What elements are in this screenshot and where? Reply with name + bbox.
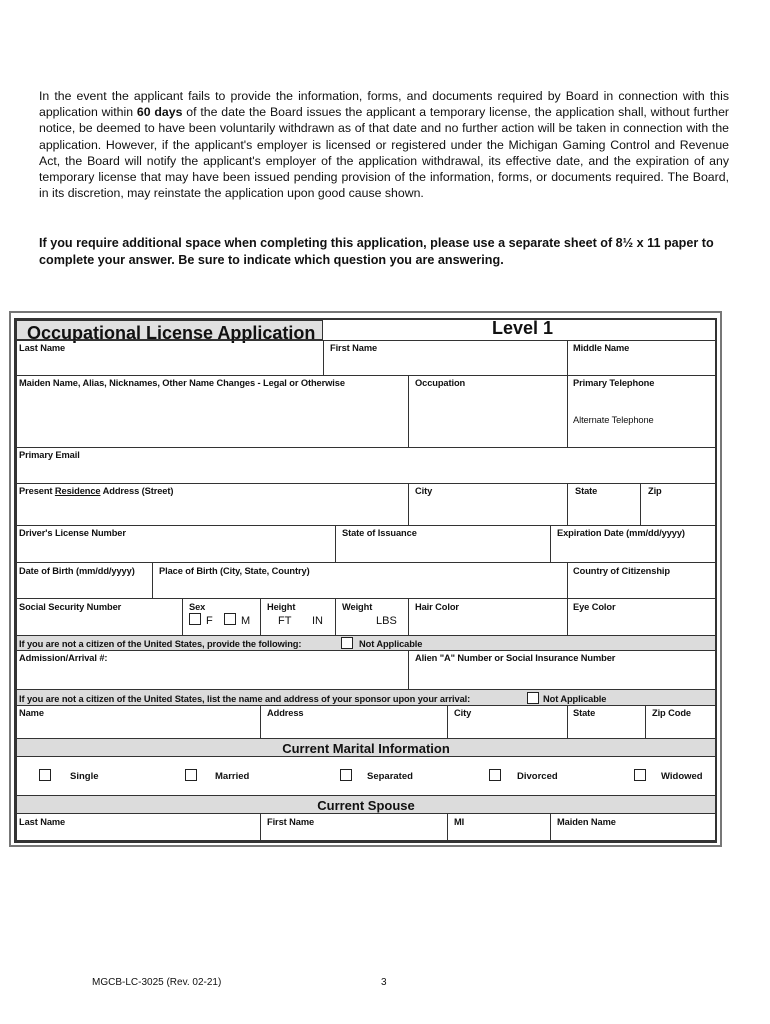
state-of-issuance-label: State of Issuance — [342, 528, 417, 538]
occupation-label: Occupation — [415, 378, 466, 388]
hair-color-field[interactable] — [408, 598, 568, 636]
city-field[interactable] — [408, 483, 568, 526]
weight-field[interactable] — [335, 598, 409, 636]
sponsor-instruction: If you are not a citizen of the United States, list the name and address of your sponsor upon your arrival: — [19, 694, 471, 704]
sponsor-city-label: City — [454, 708, 472, 718]
marital-header-title: Current Marital Information — [282, 741, 450, 756]
last-name-label: Last Name — [19, 343, 66, 353]
ssn-field[interactable] — [16, 598, 183, 636]
middle-name-label: Middle Name — [573, 343, 630, 353]
zip-field[interactable] — [640, 483, 716, 526]
form-title-cell — [16, 320, 323, 343]
spouse-maiden-name-field[interactable] — [550, 813, 716, 841]
marital-separated-label: Separated — [367, 771, 413, 782]
occupation-field[interactable] — [408, 375, 568, 448]
drivers-license-field[interactable] — [16, 525, 336, 563]
form-id: MGCB-LC-3025 (Rev. 02-21) — [92, 977, 222, 988]
primary-telephone-label: Primary Telephone — [573, 378, 655, 388]
telephone-field[interactable] — [567, 375, 716, 448]
sponsor-address-field[interactable] — [260, 705, 448, 739]
height-in-label: IN — [312, 615, 323, 627]
citizenship-field[interactable] — [567, 562, 716, 599]
state-of-issuance-field[interactable] — [335, 525, 551, 563]
intro-paragraph — [39, 88, 729, 201]
noncitizen-not-applicable-checkbox[interactable] — [341, 637, 353, 649]
last-name-field[interactable] — [16, 340, 324, 376]
expiration-date-label: Expiration Date (mm/dd/yyyy) — [557, 528, 685, 538]
spouse-header — [16, 795, 716, 814]
spouse-first-name-label: First Name — [267, 817, 315, 827]
place-of-birth-label: Place of Birth (City, State, Country) — [159, 566, 310, 576]
intro-text-2: of the date the Board issues the applicant a temporary license, the application shall, without further notice, be deemed to have been voluntarily withdrawn as of that date and no further action will be taken in connection with the application. However, if the applicant's employer is licensed or registered under the Michigan Gaming Control and Revenue Act, the Board will notify the applicant's employer of the application withdrawal, its effective date, and the expiration of any temporary license that may have been issued pending provision of the information, forms, or documents required. The Board, in its discretion, may reinstate the application upon good cause shown. — [39, 105, 730, 201]
sex-f-label: F — [206, 615, 213, 627]
sex-m-label: M — [241, 615, 251, 627]
sponsor-name-label: Name — [19, 708, 44, 718]
state-label: State — [575, 486, 598, 496]
marital-divorced-checkbox[interactable] — [489, 769, 501, 781]
eye-color-field[interactable] — [567, 598, 716, 636]
street-address-label: Present Residence Address (Street) — [19, 486, 174, 496]
sponsor-name-field[interactable] — [16, 705, 261, 739]
spouse-last-name-field[interactable] — [16, 813, 261, 841]
alien-number-field[interactable] — [408, 650, 716, 690]
ssn-label: Social Security Number — [19, 602, 122, 612]
first-name-field[interactable] — [323, 340, 568, 376]
city-label: City — [415, 486, 433, 496]
marital-separated-checkbox[interactable] — [340, 769, 352, 781]
spouse-mi-label: MI — [454, 817, 465, 827]
citizenship-label: Country of Citizenship — [573, 566, 670, 576]
marital-widowed-label: Widowed — [661, 771, 703, 782]
first-name-label: First Name — [330, 343, 378, 353]
admission-arrival-label: Admission/Arrival #: — [19, 653, 108, 663]
eye-color-label: Eye Color — [573, 602, 616, 612]
sponsor-address-label: Address — [267, 708, 304, 718]
spouse-first-name-field[interactable] — [260, 813, 448, 841]
marital-divorced-label: Divorced — [517, 771, 558, 782]
additional-space-note: If you require additional space when completing this application, please use a separate sheet of 8½ x 11 paper to complete your answer. Be sure to indicate which question you are answering. — [39, 236, 714, 267]
page-number: 3 — [381, 977, 387, 988]
date-of-birth-label: Date of Birth (mm/dd/yyyy) — [19, 566, 135, 576]
sponsor-state-label: State — [573, 708, 596, 718]
form-title: Occupational License Application — [27, 323, 316, 343]
spouse-header-title: Current Spouse — [317, 798, 415, 813]
sponsor-zip-label: Zip Code — [652, 708, 691, 718]
primary-email-field[interactable] — [16, 447, 716, 484]
spouse-last-name-label: Last Name — [19, 817, 66, 827]
sex-f-checkbox[interactable] — [189, 613, 201, 625]
spouse-mi-field[interactable] — [447, 813, 551, 841]
maiden-name-label: Maiden Name, Alias, Nicknames, Other Name Changes - Legal or Otherwise — [19, 378, 345, 388]
noncitizen-instruction: If you are not a citizen of the United States, provide the following: — [19, 639, 302, 649]
weight-label: Weight — [342, 602, 373, 612]
maiden-name-field[interactable] — [16, 375, 409, 448]
sponsor-zip-field[interactable] — [645, 705, 716, 739]
sponsor-not-applicable-checkbox[interactable] — [527, 692, 539, 704]
marital-married-label: Married — [215, 771, 250, 782]
date-of-birth-field[interactable] — [16, 562, 153, 599]
expiration-date-field[interactable] — [550, 525, 716, 563]
intro-deadline: 60 days — [136, 105, 183, 120]
noncitizen-not-applicable-label: Not Applicable — [359, 639, 423, 649]
height-label: Height — [267, 602, 296, 612]
place-of-birth-field[interactable] — [152, 562, 568, 599]
zip-label: Zip — [648, 486, 662, 496]
sponsor-not-applicable-label: Not Applicable — [543, 694, 607, 704]
marital-single-label: Single — [70, 771, 99, 782]
state-field[interactable] — [567, 483, 641, 526]
alien-number-label: Alien "A" Number or Social Insurance Number — [415, 653, 616, 663]
drivers-license-label: Driver's License Number — [19, 528, 126, 538]
sponsor-city-field[interactable] — [447, 705, 568, 739]
sex-m-checkbox[interactable] — [224, 613, 236, 625]
hair-color-label: Hair Color — [415, 602, 459, 612]
marital-single-checkbox[interactable] — [39, 769, 51, 781]
height-ft-label: FT — [278, 615, 292, 627]
sponsor-bar — [16, 689, 716, 706]
middle-name-field[interactable] — [567, 340, 716, 376]
marital-options-row — [16, 756, 716, 796]
marital-married-checkbox[interactable] — [185, 769, 197, 781]
spouse-maiden-name-label: Maiden Name — [557, 817, 616, 827]
admission-arrival-field[interactable] — [16, 650, 409, 690]
intro-text-1: In the event the applicant fails to provide the information, forms, and documents required by Board in connection with this application within — [39, 89, 729, 120]
alternate-telephone-label: Alternate Telephone — [573, 415, 654, 425]
primary-email-label: Primary Email — [19, 450, 80, 460]
sponsor-state-field[interactable] — [567, 705, 646, 739]
height-field[interactable] — [260, 598, 336, 636]
street-address-field[interactable] — [16, 483, 409, 526]
marital-header — [16, 738, 716, 757]
marital-widowed-checkbox[interactable] — [634, 769, 646, 781]
weight-lbs-label: LBS — [376, 615, 397, 627]
sex-label: Sex — [189, 602, 206, 612]
form-level: Level 1 — [492, 318, 554, 338]
